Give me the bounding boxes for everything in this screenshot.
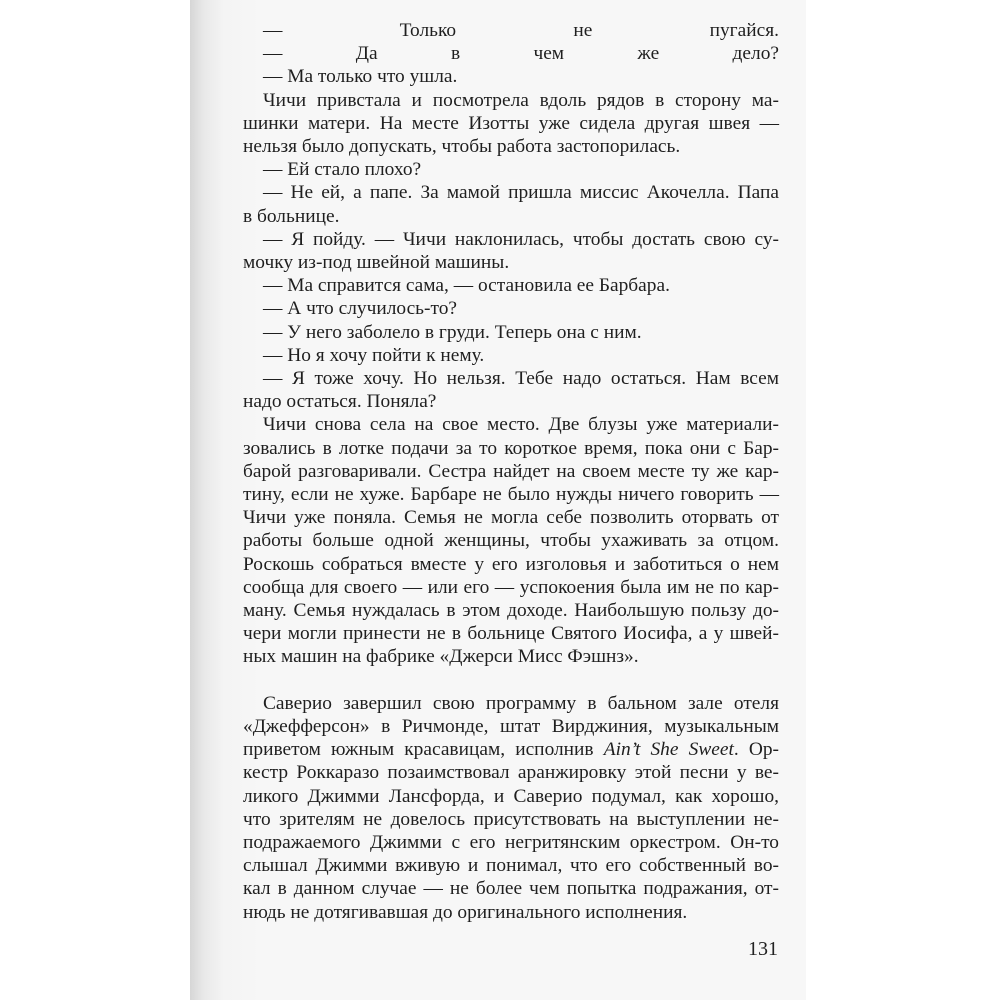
text-line: чери могли принести не в больнице Святого Иосифа, а у швей- xyxy=(243,623,779,645)
text-line: Чичи снова села на свое место. Две блузы уже материали- xyxy=(263,414,779,436)
text-run: приветом южным красавицам, исполнив xyxy=(243,739,604,761)
text-line: нюдь не дотягивавшая до оригинального исполнения. xyxy=(243,901,688,923)
text-line: ных машин на фабрике «Джерси Мисс Фэшнз». xyxy=(243,646,639,668)
text-line: кал в данном случае — не более чем попытка подражания, от- xyxy=(243,878,779,900)
text-line: барой разговаривали. Сестра найдет на своем месте ту же кар- xyxy=(243,460,779,482)
text-line: что зрителям не довелось присутствовать на выступлении не- xyxy=(243,808,779,830)
text-line: тину, если не хуже. Барбаре не было нужды ничего говорить — xyxy=(243,484,779,506)
text-line: Чичи уже поняла. Семья не могла себе позволить оторвать от xyxy=(243,507,779,529)
text-line: — Ма только что ушла. xyxy=(263,66,458,88)
text-line: — А что случилось-то? xyxy=(263,298,457,320)
text-line: — Только не пугайся. xyxy=(263,20,779,41)
text-line: — Ей стало плохо? xyxy=(263,159,422,181)
text-line: слышал Джимми вживую и понимал, что его собственный во- xyxy=(243,855,779,877)
page-gutter xyxy=(0,0,196,1000)
text-line: — Не ей, а папе. За мамой пришла миссис Акочелла. Папа xyxy=(263,182,779,204)
text-line: нельзя было допускать, чтобы работа застопорилась. xyxy=(243,136,681,158)
page-text xyxy=(243,19,779,924)
text-line: работы больше одной женщины, чтобы ухаживать за отцом. xyxy=(243,530,779,552)
text-line: шинки матери. На месте Изотты уже сидела другая швея — xyxy=(243,112,779,134)
text-line: — Но я хочу пойти к нему. xyxy=(263,344,485,366)
text-line: сообща для своего — или его — успокоения была им не по кар- xyxy=(243,576,779,598)
text-line: ликого Джимми Лансфорда, и Саверио подумал, как хорошо, xyxy=(243,785,779,807)
text-line: — Я пойду. — Чичи наклонилась, чтобы достать свою су- xyxy=(263,228,779,250)
text-line: кестр Роккаразо позаимствовал аранжировку этой песни у ве- xyxy=(243,762,779,784)
text-line: ману. Семья нуждалась в этом доходе. Наибольшую пользу до- xyxy=(243,600,779,622)
text-line xyxy=(243,738,779,761)
text-line: надо остаться. Поняла? xyxy=(243,391,437,413)
section-break xyxy=(243,669,779,692)
song-title: Ain’t She Sweet xyxy=(603,739,734,761)
text-line: — Да в чем же дело? xyxy=(263,43,779,65)
text-line: мочку из-под швейной машины. xyxy=(243,252,510,274)
text-line: Роскошь собраться вместе у его изголовья и заботиться о нем xyxy=(243,553,779,575)
text-line: Саверио завершил свою программу в бальном зале отеля xyxy=(263,692,779,714)
text-line: «Джефферсон» в Ричмонде, штат Вирджиния, музыкальным xyxy=(243,715,779,737)
text-line: — У него заболело в груди. Теперь она с ним. xyxy=(263,321,642,343)
page-number: 131 xyxy=(748,938,778,960)
text-line: Чичи привстала и посмотрела вдоль рядов в сторону ма- xyxy=(263,89,779,111)
text-run: . Ор- xyxy=(733,739,779,761)
text-line: в больнице. xyxy=(243,205,340,227)
text-line: подражаемого Джимми с его негритянским оркестром. Он-то xyxy=(243,831,779,853)
text-line: — Ма справится сама, — остановила ее Барбара. xyxy=(263,275,670,297)
text-line: — Я тоже хочу. Но нельзя. Тебе надо остаться. Нам всем xyxy=(263,368,779,390)
text-line: зовались в лотке подачи за то короткое время, пока они с Бар- xyxy=(243,437,779,459)
